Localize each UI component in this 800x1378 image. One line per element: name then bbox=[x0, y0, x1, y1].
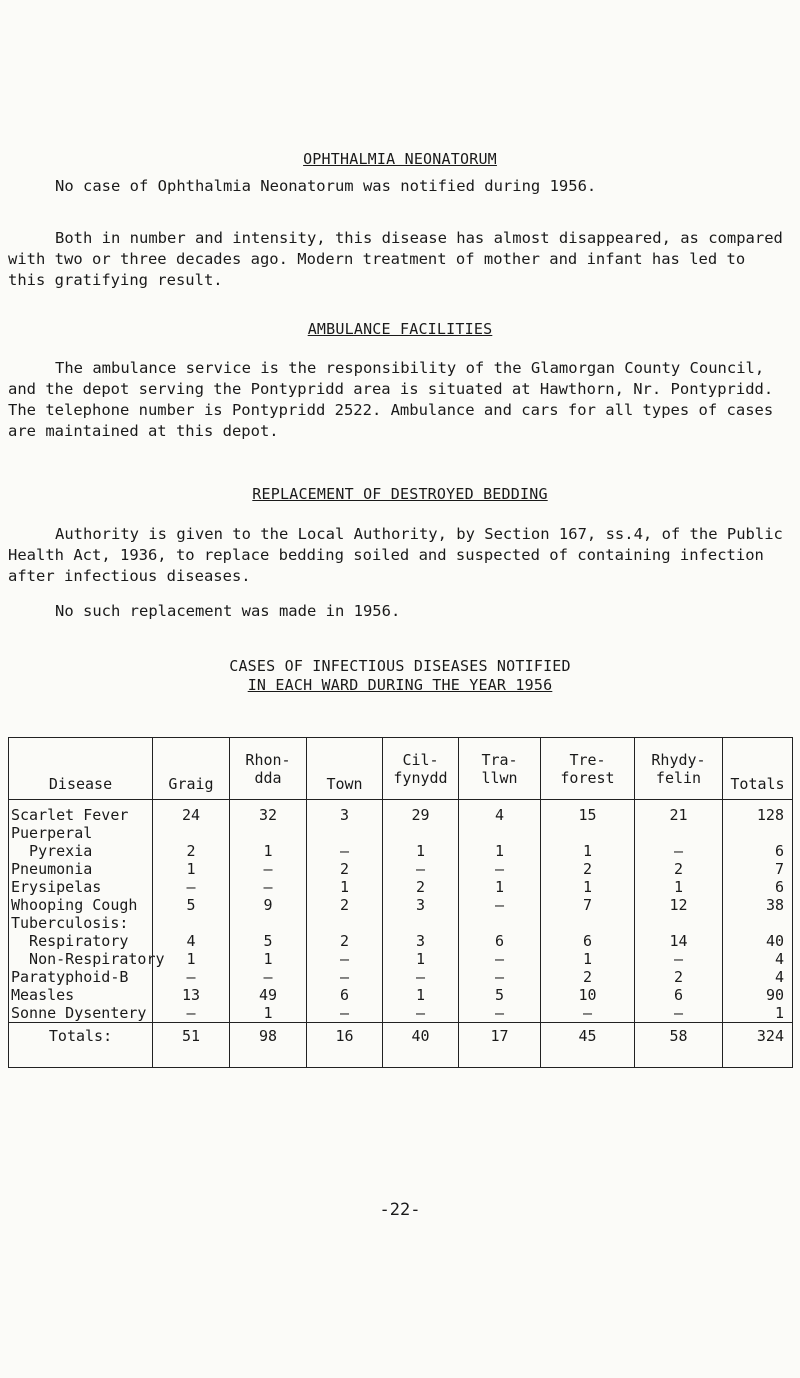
cell-trallwn: – bbox=[459, 860, 541, 878]
cell-graig: 13 bbox=[153, 986, 230, 1004]
totals-label: Totals: bbox=[9, 1023, 153, 1068]
cell-treforest: 1 bbox=[541, 950, 635, 968]
cell-treforest: 7 bbox=[541, 896, 635, 914]
cell-disease: Non-Respiratory bbox=[9, 950, 153, 968]
cell-disease: Pneumonia bbox=[9, 860, 153, 878]
ambulance-paragraph bbox=[8, 358, 788, 442]
cell-trallwn: – bbox=[459, 950, 541, 968]
cell-graig: 24 bbox=[153, 800, 230, 825]
cell-town: 3 bbox=[307, 800, 383, 825]
header-cilfynydd-line-1: Cil- bbox=[402, 750, 439, 769]
cell-treforest: 2 bbox=[541, 860, 635, 878]
table-row bbox=[9, 932, 793, 950]
cell-trallwn bbox=[459, 824, 541, 842]
cell-treforest: 1 bbox=[541, 878, 635, 896]
totals-rhydyfelin: 58 bbox=[635, 1023, 723, 1068]
cell-town: – bbox=[307, 842, 383, 860]
cell-cilfynydd: 2 bbox=[383, 878, 459, 896]
ambulance-heading: AMBULANCE FACILITIES bbox=[307, 320, 493, 338]
cell-total: 1 bbox=[723, 1004, 793, 1023]
table-row bbox=[9, 896, 793, 914]
cell-disease: Pyrexia bbox=[9, 842, 153, 860]
cell-disease: Paratyphoid-B bbox=[9, 968, 153, 986]
cell-treforest bbox=[541, 824, 635, 842]
cell-disease: Puerperal bbox=[9, 824, 153, 842]
header-totals bbox=[723, 738, 793, 800]
cell-trallwn: 4 bbox=[459, 800, 541, 825]
cell-town bbox=[307, 824, 383, 842]
totals-rhondda: 98 bbox=[230, 1023, 307, 1068]
cell-total: 7 bbox=[723, 860, 793, 878]
cell-rhondda: 5 bbox=[230, 932, 307, 950]
header-rhydyfelin-line-2: felin bbox=[655, 768, 702, 787]
cell-total: 128 bbox=[723, 800, 793, 825]
cell-graig: – bbox=[153, 878, 230, 896]
header-treforest-line-2: forest bbox=[560, 768, 615, 787]
ambulance-paragraph-text: The ambulance service is the responsibility of the Glamorgan County Council, and the depot serving the Pontypridd area is situated at Hawthorn, Nr. Pontypridd. The telephone number is Pontypridd 2522. Ambulance and cars for all types of cases are maintained at this depot. bbox=[8, 359, 783, 440]
cell-rhydyfelin: 6 bbox=[635, 986, 723, 1004]
cell-cilfynydd: 29 bbox=[383, 800, 459, 825]
cell-town: 2 bbox=[307, 932, 383, 950]
cell-rhydyfelin: 12 bbox=[635, 896, 723, 914]
cell-town: 1 bbox=[307, 878, 383, 896]
cell-rhydyfelin: – bbox=[635, 842, 723, 860]
cell-cilfynydd bbox=[383, 824, 459, 842]
cell-town bbox=[307, 914, 383, 932]
cell-disease: Respiratory bbox=[9, 932, 153, 950]
cell-rhondda: – bbox=[230, 860, 307, 878]
table-row bbox=[9, 914, 793, 932]
header-cilfynydd bbox=[383, 738, 459, 800]
cell-rhondda bbox=[230, 824, 307, 842]
header-treforest-line-1: Tre- bbox=[569, 750, 606, 769]
cell-trallwn bbox=[459, 914, 541, 932]
header-rhydyfelin bbox=[635, 738, 723, 800]
cell-trallwn: 6 bbox=[459, 932, 541, 950]
cell-trallwn: 1 bbox=[459, 842, 541, 860]
cell-graig: 2 bbox=[153, 842, 230, 860]
cell-trallwn: 5 bbox=[459, 986, 541, 1004]
bedding-heading: REPLACEMENT OF DESTROYED BEDDING bbox=[252, 485, 548, 503]
cell-rhydyfelin bbox=[635, 914, 723, 932]
table-row bbox=[9, 968, 793, 986]
cell-treforest: 1 bbox=[541, 842, 635, 860]
header-rhydyfelin-line-1: Rhydy- bbox=[651, 750, 706, 769]
cell-cilfynydd: – bbox=[383, 860, 459, 878]
cell-treforest: 2 bbox=[541, 968, 635, 986]
cell-rhondda: 1 bbox=[230, 1004, 307, 1023]
table-row bbox=[9, 878, 793, 896]
totals-graig: 51 bbox=[153, 1023, 230, 1068]
ophthalmia-heading: OPHTHALMIA NEONATORUM bbox=[303, 150, 497, 168]
cell-rhydyfelin: 21 bbox=[635, 800, 723, 825]
cell-cilfynydd: – bbox=[383, 1004, 459, 1023]
header-totals-text: Totals bbox=[730, 775, 785, 793]
cell-town: – bbox=[307, 1004, 383, 1023]
header-trallwn bbox=[459, 738, 541, 800]
header-disease bbox=[9, 738, 153, 800]
cell-rhondda: – bbox=[230, 878, 307, 896]
header-cilfynydd-line-2: fynydd bbox=[393, 768, 448, 787]
cell-trallwn: – bbox=[459, 968, 541, 986]
cell-town: – bbox=[307, 968, 383, 986]
table-row bbox=[9, 986, 793, 1004]
totals-town: 16 bbox=[307, 1023, 383, 1068]
cell-graig bbox=[153, 914, 230, 932]
cell-trallwn: – bbox=[459, 896, 541, 914]
table-row bbox=[9, 860, 793, 878]
cell-cilfynydd: 1 bbox=[383, 842, 459, 860]
cell-town: 2 bbox=[307, 860, 383, 878]
totals-row bbox=[9, 1023, 793, 1068]
cell-graig: 4 bbox=[153, 932, 230, 950]
cell-disease: Tuberculosis: bbox=[9, 914, 153, 932]
totals-trallwn: 17 bbox=[459, 1023, 541, 1068]
table-header-row bbox=[9, 738, 793, 800]
totals-treforest: 45 bbox=[541, 1023, 635, 1068]
cell-rhydyfelin: 1 bbox=[635, 878, 723, 896]
cell-treforest: 6 bbox=[541, 932, 635, 950]
cell-rhondda: 9 bbox=[230, 896, 307, 914]
cell-total: 40 bbox=[723, 932, 793, 950]
ophthalmia-paragraph-2 bbox=[8, 228, 793, 291]
cell-rhydyfelin: 14 bbox=[635, 932, 723, 950]
cell-town: 2 bbox=[307, 896, 383, 914]
cell-rhondda bbox=[230, 914, 307, 932]
cell-town: 6 bbox=[307, 986, 383, 1004]
table-row bbox=[9, 800, 793, 825]
page-number: -22- bbox=[379, 1200, 421, 1220]
cell-rhondda: 49 bbox=[230, 986, 307, 1004]
cell-rhondda: – bbox=[230, 968, 307, 986]
cell-trallwn: – bbox=[459, 1004, 541, 1023]
bedding-paragraph-1 bbox=[8, 524, 793, 587]
cases-heading-line-2: IN EACH WARD DURING THE YEAR 1956 bbox=[247, 676, 553, 694]
cell-disease: Whooping Cough bbox=[9, 896, 153, 914]
table-row bbox=[9, 824, 793, 842]
table-row bbox=[9, 1004, 793, 1023]
cell-rhondda: 1 bbox=[230, 842, 307, 860]
cell-total: 6 bbox=[723, 842, 793, 860]
totals-grand-total: 324 bbox=[723, 1023, 793, 1068]
bedding-paragraph-2-text: No such replacement was made in 1956. bbox=[55, 602, 401, 620]
table-row bbox=[9, 842, 793, 860]
cell-graig: 1 bbox=[153, 860, 230, 878]
cases-heading-line-1: CASES OF INFECTIOUS DISEASES NOTIFIED bbox=[229, 657, 571, 675]
cell-cilfynydd: 3 bbox=[383, 932, 459, 950]
cell-cilfynydd: 1 bbox=[383, 986, 459, 1004]
cell-rhondda: 1 bbox=[230, 950, 307, 968]
header-graig-text: Graig bbox=[168, 775, 214, 793]
infectious-diseases-table bbox=[8, 737, 793, 1068]
cell-graig: – bbox=[153, 968, 230, 986]
ophthalmia-paragraph-1 bbox=[8, 176, 788, 197]
header-town-text: Town bbox=[326, 775, 363, 793]
cell-graig: 5 bbox=[153, 896, 230, 914]
cell-total bbox=[723, 914, 793, 932]
cell-disease: Measles bbox=[9, 986, 153, 1004]
cell-cilfynydd bbox=[383, 914, 459, 932]
ophthalmia-paragraph-2-text: Both in number and intensity, this disease has almost disappeared, as compared with two or three decades ago. Modern treatment of mother and infant has led to this gratifying result. bbox=[8, 229, 793, 289]
cell-town: – bbox=[307, 950, 383, 968]
cell-rhydyfelin: 2 bbox=[635, 968, 723, 986]
cell-treforest: 10 bbox=[541, 986, 635, 1004]
cell-total: 4 bbox=[723, 968, 793, 986]
cell-cilfynydd: 1 bbox=[383, 950, 459, 968]
cell-rhondda: 32 bbox=[230, 800, 307, 825]
header-rhondda-line-1: Rhon- bbox=[245, 750, 291, 769]
header-town bbox=[307, 738, 383, 800]
cell-rhydyfelin bbox=[635, 824, 723, 842]
header-trallwn-line-2: llwn bbox=[481, 768, 518, 787]
bedding-paragraph-1-text: Authority is given to the Local Authority, by Section 167, ss.4, of the Public Health Act, 1936, to replace bedding soiled and suspected of containing infection after infectious diseases. bbox=[8, 525, 793, 585]
header-rhondda-line-2: dda bbox=[254, 768, 282, 787]
cell-graig bbox=[153, 824, 230, 842]
cell-graig: 1 bbox=[153, 950, 230, 968]
cell-total bbox=[723, 824, 793, 842]
cell-cilfynydd: 3 bbox=[383, 896, 459, 914]
table-row bbox=[9, 950, 793, 968]
header-graig bbox=[153, 738, 230, 800]
header-disease-text: Disease bbox=[48, 775, 113, 793]
cell-trallwn: 1 bbox=[459, 878, 541, 896]
bedding-paragraph-2 bbox=[8, 601, 788, 622]
cell-treforest: – bbox=[541, 1004, 635, 1023]
header-treforest bbox=[541, 738, 635, 800]
cell-rhydyfelin: 2 bbox=[635, 860, 723, 878]
cell-rhydyfelin: – bbox=[635, 950, 723, 968]
cell-total: 6 bbox=[723, 878, 793, 896]
cell-disease: Sonne Dysentery bbox=[9, 1004, 153, 1023]
cell-disease: Erysipelas bbox=[9, 878, 153, 896]
cell-disease: Scarlet Fever bbox=[9, 800, 153, 825]
cell-treforest: 15 bbox=[541, 800, 635, 825]
cell-rhydyfelin: – bbox=[635, 1004, 723, 1023]
cell-total: 90 bbox=[723, 986, 793, 1004]
totals-cilfynydd: 40 bbox=[383, 1023, 459, 1068]
cell-graig: – bbox=[153, 1004, 230, 1023]
ophthalmia-paragraph-1-text: No case of Ophthalmia Neonatorum was notified during 1956. bbox=[55, 177, 597, 195]
cell-treforest bbox=[541, 914, 635, 932]
cell-total: 4 bbox=[723, 950, 793, 968]
header-trallwn-line-1: Tra- bbox=[481, 750, 518, 769]
header-rhondda bbox=[230, 738, 307, 800]
cell-cilfynydd: – bbox=[383, 968, 459, 986]
cell-total: 38 bbox=[723, 896, 793, 914]
